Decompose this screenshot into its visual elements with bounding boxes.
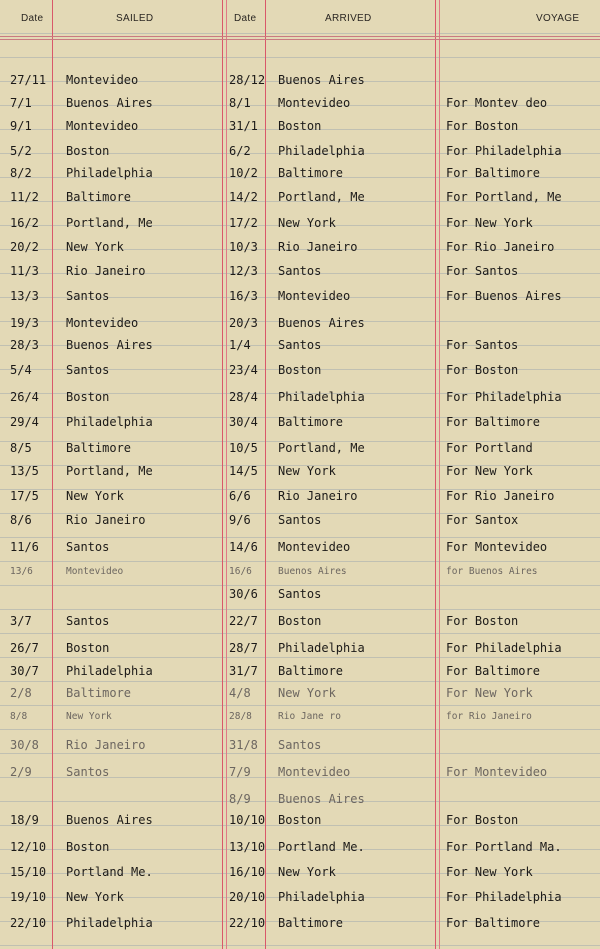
sailed-date: 12/10 — [10, 840, 47, 854]
voyage-destination: For Philadelphia — [446, 641, 562, 655]
sailed-date: 9/1 — [10, 119, 32, 133]
sailed-port: Boston — [66, 390, 110, 404]
arrived-date: 10/5 — [229, 441, 258, 455]
sailed-date: 30/8 — [10, 738, 39, 752]
arrived-port: Santos — [278, 264, 322, 278]
sailed-date: 20/2 — [10, 240, 39, 254]
sailed-date: 5/2 — [10, 144, 32, 158]
sailed-port: Boston — [66, 641, 110, 655]
arrived-port: Boston — [278, 614, 322, 628]
arrived-date: 23/4 — [229, 363, 258, 377]
sailed-port: Portland, Me — [66, 216, 153, 230]
sailed-port: Santos — [66, 363, 110, 377]
sailed-port: Boston — [66, 144, 110, 158]
header-date-arrived: Date — [234, 13, 257, 24]
voyage-destination: For Montevideo — [446, 540, 548, 554]
sailed-date: 8/5 — [10, 441, 32, 455]
voyage-destination: For Boston — [446, 119, 519, 133]
arrived-date: 10/3 — [229, 240, 258, 254]
arrived-date: 17/2 — [229, 216, 258, 230]
sailed-date: 28/3 — [10, 338, 39, 352]
header-voyage: VOYAGE — [536, 13, 580, 24]
voyage-destination: For Rio Janeiro — [446, 489, 555, 503]
arrived-port: Baltimore — [278, 916, 344, 930]
voyage-destination: For Portland, Me — [446, 190, 562, 204]
voyage-destination: For Montev deo — [446, 96, 548, 110]
arrived-port: Montevideo — [278, 540, 351, 554]
arrived-port: Baltimore — [278, 664, 344, 678]
arrived-port: New York — [278, 464, 336, 478]
voyage-destination: For Baltimore — [446, 166, 540, 180]
arrived-port: Buenos Aires — [278, 316, 365, 330]
arrived-date: 20/10 — [229, 890, 266, 904]
arrived-date: 31/7 — [229, 664, 258, 678]
sailed-port: Montevideo — [66, 119, 139, 133]
voyage-destination: For Boston — [446, 614, 519, 628]
arrived-port: Philadelphia — [278, 390, 365, 404]
voyage-destination: For Buenos Aires — [446, 289, 562, 303]
sailed-port: New York — [66, 890, 124, 904]
sailed-port: Montevideo — [66, 316, 139, 330]
arrived-date: 28/12 — [229, 73, 266, 87]
arrived-port: Buenos Aires — [278, 73, 365, 87]
arrived-date: 10/2 — [229, 166, 258, 180]
sailed-port: Philadelphia — [66, 415, 153, 429]
arrived-port: Boston — [278, 119, 322, 133]
sailed-date: 2/8 — [10, 686, 32, 700]
arrived-date: 7/9 — [229, 765, 251, 779]
arrived-port: Montevideo — [278, 289, 351, 303]
sailed-port: Santos — [66, 614, 110, 628]
arrived-port: Portland Me. — [278, 840, 365, 854]
arrived-port: Santos — [278, 738, 322, 752]
arrived-port: Boston — [278, 363, 322, 377]
sailed-port: New York — [66, 489, 124, 503]
column-rule — [222, 0, 223, 949]
sailed-port: Philadelphia — [66, 166, 153, 180]
sailed-date: 19/10 — [10, 890, 47, 904]
voyage-destination: For Santos — [446, 264, 519, 278]
sailed-port: Santos — [66, 289, 110, 303]
arrived-port: Portland, Me — [278, 190, 365, 204]
column-rule — [52, 0, 53, 949]
sailed-date: 26/7 — [10, 641, 39, 655]
sailed-port: New York — [66, 240, 124, 254]
sailed-port: Baltimore — [66, 441, 132, 455]
voyage-destination: for Buenos Aires — [446, 566, 538, 577]
arrived-date: 16/3 — [229, 289, 258, 303]
arrived-port: Rio Janeiro — [278, 489, 358, 503]
voyage-destination: For Philadelphia — [446, 890, 562, 904]
sailed-port: Baltimore — [66, 190, 132, 204]
sailed-port: Buenos Aires — [66, 813, 153, 827]
sailed-port: New York — [66, 711, 112, 722]
voyage-destination: For Boston — [446, 813, 519, 827]
header-date-sailed: Date — [21, 13, 44, 24]
arrived-date: 1/4 — [229, 338, 251, 352]
arrived-port: Rio Janeiro — [278, 240, 358, 254]
arrived-date: 10/10 — [229, 813, 266, 827]
voyage-destination: For Santos — [446, 338, 519, 352]
sailed-date: 19/3 — [10, 316, 39, 330]
header-rule — [0, 36, 600, 37]
voyage-destination: For Boston — [446, 363, 519, 377]
arrived-date: 30/6 — [229, 587, 258, 601]
sailed-port: Rio Janeiro — [66, 264, 146, 278]
sailed-port: Rio Janeiro — [66, 738, 146, 752]
sailed-date: 13/3 — [10, 289, 39, 303]
sailed-date: 13/6 — [10, 566, 33, 577]
voyage-destination: For Portland Ma. — [446, 840, 562, 854]
arrived-date: 9/6 — [229, 513, 251, 527]
arrived-date: 28/8 — [229, 711, 252, 722]
arrived-date: 12/3 — [229, 264, 258, 278]
arrived-port: Montevideo — [278, 765, 351, 779]
sailed-date: 3/7 — [10, 614, 32, 628]
voyage-destination: For New York — [446, 216, 533, 230]
arrived-port: Santos — [278, 587, 322, 601]
sailed-date: 13/5 — [10, 464, 39, 478]
sailed-date: 22/10 — [10, 916, 47, 930]
sailed-date: 18/9 — [10, 813, 39, 827]
sailed-date: 15/10 — [10, 865, 47, 879]
voyage-destination: For Santox — [446, 513, 519, 527]
sailed-date: 7/1 — [10, 96, 32, 110]
arrived-port: Philadelphia — [278, 890, 365, 904]
header-sailed: SAILED — [116, 13, 154, 24]
arrived-date: 4/8 — [229, 686, 251, 700]
sailed-port: Philadelphia — [66, 916, 153, 930]
header-rule — [0, 39, 600, 40]
sailed-date: 30/7 — [10, 664, 39, 678]
voyage-destination: For Portland — [446, 441, 533, 455]
arrived-date: 16/6 — [229, 566, 252, 577]
arrived-date: 30/4 — [229, 415, 258, 429]
voyage-destination: For Baltimore — [446, 664, 540, 678]
voyage-destination: For Philadelphia — [446, 144, 562, 158]
sailed-date: 11/2 — [10, 190, 39, 204]
sailed-port: Boston — [66, 840, 110, 854]
arrived-date: 28/4 — [229, 390, 258, 404]
voyage-destination: For Rio Janeiro — [446, 240, 555, 254]
voyage-destination: For New York — [446, 865, 533, 879]
arrived-date: 22/10 — [229, 916, 266, 930]
sailed-port: Philadelphia — [66, 664, 153, 678]
arrived-date: 31/8 — [229, 738, 258, 752]
sailed-date: 26/4 — [10, 390, 39, 404]
arrived-port: Montevideo — [278, 96, 351, 110]
arrived-date: 20/3 — [229, 316, 258, 330]
voyage-destination: for Rio Janeiro — [446, 711, 532, 722]
arrived-port: Buenos Aires — [278, 792, 365, 806]
arrived-port: Buenos Aires — [278, 566, 347, 577]
arrived-port: Santos — [278, 513, 322, 527]
arrived-port: Santos — [278, 338, 322, 352]
sailed-date: 11/3 — [10, 264, 39, 278]
arrived-port: Baltimore — [278, 415, 344, 429]
sailed-port: Buenos Aires — [66, 96, 153, 110]
arrived-date: 31/1 — [229, 119, 258, 133]
arrived-port: Boston — [278, 813, 322, 827]
arrived-date: 28/7 — [229, 641, 258, 655]
voyage-destination: For Montevideo — [446, 765, 548, 779]
sailed-port: Rio Janeiro — [66, 513, 146, 527]
arrived-date: 22/7 — [229, 614, 258, 628]
arrived-port: Philadelphia — [278, 144, 365, 158]
header-arrived: ARRIVED — [325, 13, 372, 24]
arrived-date: 16/10 — [229, 865, 266, 879]
sailed-port: Santos — [66, 540, 110, 554]
sailed-date: 8/8 — [10, 711, 28, 722]
sailed-date: 17/5 — [10, 489, 39, 503]
sailed-date: 2/9 — [10, 765, 32, 779]
sailed-date: 11/6 — [10, 540, 39, 554]
arrived-date: 8/1 — [229, 96, 251, 110]
voyage-destination: For Baltimore — [446, 415, 540, 429]
sailed-port: Montevideo — [66, 73, 139, 87]
sailed-port: Santos — [66, 765, 110, 779]
voyage-destination: For Philadelphia — [446, 390, 562, 404]
voyage-destination: For New York — [446, 464, 533, 478]
arrived-port: Portland, Me — [278, 441, 365, 455]
arrived-port: New York — [278, 865, 336, 879]
column-rule — [439, 0, 440, 949]
voyage-destination: For New York — [446, 686, 533, 700]
arrived-date: 6/2 — [229, 144, 251, 158]
arrived-date: 14/2 — [229, 190, 258, 204]
arrived-port: Rio Jane ro — [278, 711, 341, 722]
sailed-date: 5/4 — [10, 363, 32, 377]
arrived-port: Baltimore — [278, 166, 344, 180]
arrived-date: 14/6 — [229, 540, 258, 554]
arrived-date: 6/6 — [229, 489, 251, 503]
sailed-date: 8/2 — [10, 166, 32, 180]
column-rule — [435, 0, 436, 949]
arrived-date: 8/9 — [229, 792, 251, 806]
arrived-date: 14/5 — [229, 464, 258, 478]
sailed-date: 27/11 — [10, 73, 47, 87]
sailed-port: Buenos Aires — [66, 338, 153, 352]
arrived-date: 13/10 — [229, 840, 266, 854]
sailed-port: Portland Me. — [66, 865, 153, 879]
sailed-date: 29/4 — [10, 415, 39, 429]
arrived-port: New York — [278, 686, 336, 700]
column-rule — [265, 0, 266, 949]
arrived-port: New York — [278, 216, 336, 230]
column-rule — [226, 0, 227, 949]
sailed-port: Portland, Me — [66, 464, 153, 478]
voyage-destination: For Baltimore — [446, 916, 540, 930]
sailed-port: Baltimore — [66, 686, 132, 700]
sailed-date: 16/2 — [10, 216, 39, 230]
arrived-port: Philadelphia — [278, 641, 365, 655]
sailed-port: Montevideo — [66, 566, 124, 577]
sailed-date: 8/6 — [10, 513, 32, 527]
